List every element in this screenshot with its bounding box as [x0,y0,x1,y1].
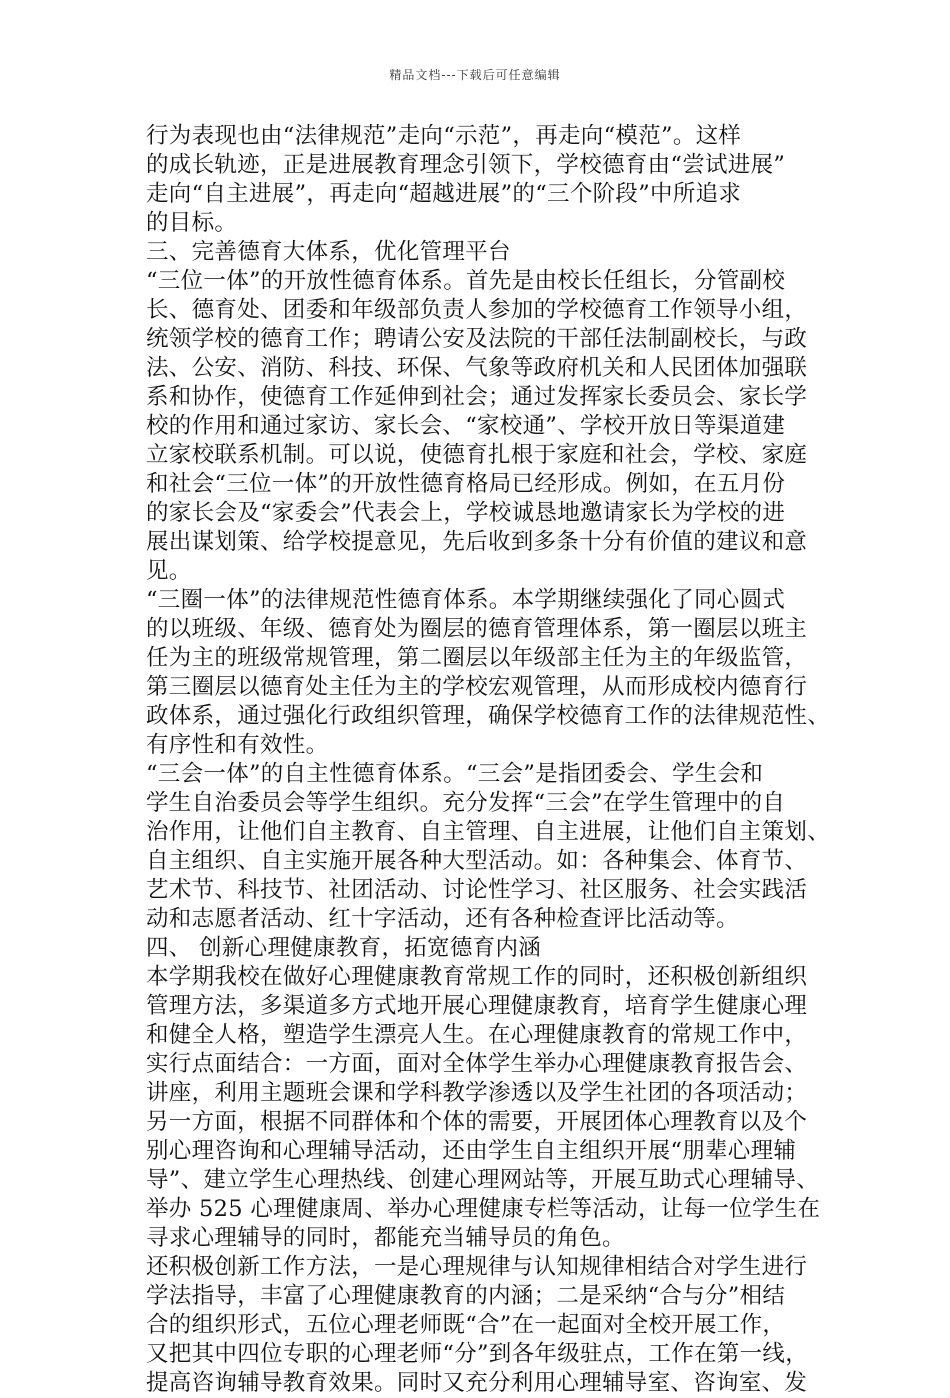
text-line: 的目标。 [146,210,238,236]
text-line: 第三圈层以德育处主任为主的学校宏观管理，从而形成校内德育行 [146,674,808,700]
text-line: 的家长会及“家委会”代表会上，学校诚恳地邀请家长为学校的进 [146,500,786,526]
document-body [146,122,831,1398]
text-line: 还积极创新工作方法，一是心理规律与认知规律相结合对学生进行 [146,1254,808,1280]
text-line: 的成长轨迹，正是进展教育理念引领下，学校德育由“尝试进展” [146,152,786,178]
text-line: 和社会“三位一体”的开放性德育格局已经形成。例如，在五月份 [146,471,786,497]
text-line: 别心理咨询和心理辅导活动，还由学生自主组织开展“朋辈心理辅 [146,1138,797,1164]
text-line: 实行点面结合：一方面，面对全体学生举办心理健康教育报告会、 [146,1051,808,1077]
text-line: 三、完善德育大体系，优化管理平台 [146,239,511,265]
text-line: 长、德育处、团委和年级部负责人参加的学校德育工作领导小组， [146,297,808,323]
text-line: 又把其中四位专职的心理老师“分”到各年级驻点，工作在第一线， [146,1341,809,1367]
text-line: 寻求心理辅导的同时，都能充当辅导员的角色。 [146,1225,625,1251]
text-line: 立家校联系机制。可以说，使德育扎根于家庭和社会，学校、家庭 [146,442,808,468]
text-line: 艺术节、科技节、社团活动、讨论性学习、社区服务、社会实践活 [146,877,808,903]
text-line: 系和协作，使德育工作延伸到社会；通过发挥家长委员会、家长学 [146,384,808,410]
page-header: 精品文档---下载后可任意编辑 [389,68,561,82]
text-line: 学生自治委员会等学生组织。充分发挥“三会”在学生管理中的自 [146,790,786,816]
text-line: 提高咨询辅导教育效果。同时又充分利用心理辅导室、咨询室、发 [146,1370,808,1396]
text-line: 学法指导，丰富了心理健康教育的内涵；二是采纳“合与分”相结 [146,1283,786,1309]
text-line: 展出谋划策、给学校提意见，先后收到多条十分有价值的建议和意 [146,529,808,555]
text-line: 管理方法，多渠道多方式地开展心理健康教育，培育学生健康心理 [146,993,808,1019]
text-line: 和健全人格，塑造学生漂亮人生。在心理健康教育的常规工作中， [146,1022,808,1048]
text-line: 的以班级、年级、德育处为圈层的德育管理体系，第一圈层以班主 [146,616,808,642]
text-line: 行为表现也由“法律规范”走向“示范”，再走向“模范”。这样 [146,123,742,149]
text-line: 自主组织、自主实施开展各种大型活动。如：各种集会、体育节、 [146,848,808,874]
text-line: 见。 [146,558,192,584]
text-line: 治作用，让他们自主教育、自主管理、自主进展，让他们自主策划、 [146,819,831,845]
text-line: 政体系，通过强化行政组织管理，确保学校德育工作的法律规范性、 [146,703,831,729]
text-line: “三会一体”的自主性德育体系。“三会”是指团委会、学生会和 [146,761,764,787]
text-line: 导”、建立学生心理热线、创建心理网站等，开展互助式心理辅导、 [146,1167,820,1193]
text-line: 合的组织形式，五位心理老师既“合”在一起面对全校开展工作， [146,1312,786,1338]
text-line: 举办 525 心理健康周、举办心理健康专栏等活动，让每一位学生在 [146,1196,821,1222]
text-line: “三圈一体”的法律规范性德育体系。本学期继续强化了同心圆式 [146,587,786,613]
text-line: 走向“自主进展”，再走向“超越进展”的“三个阶段”中所追求 [146,181,742,207]
text-line: 讲座，利用主题班会课和学科教学渗透以及学生社团的各项活动； [146,1080,808,1106]
text-line: 本学期我校在做好心理健康教育常规工作的同时，还积极创新组织 [146,964,808,990]
text-line: 有序性和有效性。 [146,732,329,758]
text-line: 统领学校的德育工作；聘请公安及法院的干部任法制副校长，与政 [146,326,808,352]
text-line: 动和志愿者活动、红十字活动，还有各种检查评比活动等。 [146,906,739,932]
text-line: “三位一体”的开放性德育体系。首先是由校长任组长，分管副校 [146,268,786,294]
text-line: 任为主的班级常规管理，第二圈层以年级部主任为主的年级监管， [146,645,808,671]
text-line: 法、公安、消防、科技、环保、气象等政府机关和人民团体加强联 [146,355,808,381]
text-line: 另一方面，根据不同群体和个体的需要，开展团体心理教育以及个 [146,1109,808,1135]
text-line: 校的作用和通过家访、家长会、“家校通”、学校开放日等渠道建 [146,413,786,439]
text-line: 四、 创新心理健康教育，拓宽德育内涵 [146,935,542,961]
